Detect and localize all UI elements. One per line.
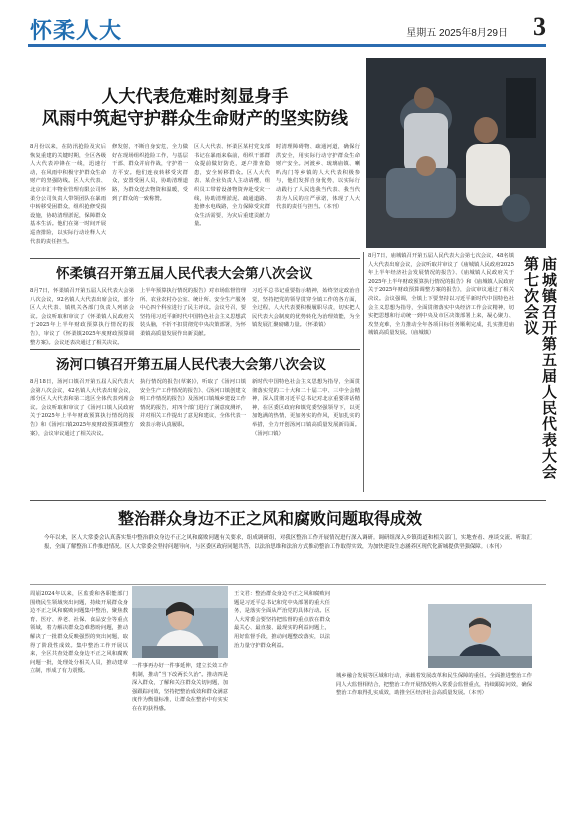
article1-col4: 时清理障碍物、疏通河道，确保行洪安全，用实际行动守护群众生命财产安全。河渡乡、琉璃庙镇、喇叭沟门等乡镇的人大代表积极参与，他们发挥自身优势，以实际行动践行了人民选我当代表、我当代表为人民的庄严承诺，体现了人大代表的责任与担当。（本刊） [276,144,360,211]
divider-article2 [30,349,360,350]
article1-col2: 修发射，不断自身安危，全力做好在现场组织抢险工作，与基层干部、群众并肩作战，守护着一方平安。他们连夜转移受灾群众，安置受困人员，协助清理道路，为群众送去物资和温暖，受到了群众的一致称赞。 [112,144,188,202]
official-portrait-photo [132,586,228,658]
article5-col3: 王文君：整治群众身边不正之风和腐败问题是习近平总书记和党中央部署的重大任务，是落实全面从严治党的具体行动。区人大常委会要坚持把监督的重点放在群众最关心、最直接、最现实的利益问题上，用好监督手段，推动问题整改落实，以法治力量守护群众利益。 [234,591,330,649]
article1-title-line2: 风雨中筑起守护群众生命财产的坚实防线 [42,109,348,129]
page-number: 3 [533,12,546,41]
article1-title-line1: 人大代表危难时刻显身手 [101,87,289,107]
article1-col3: 区人大代表、怀柔区某村党支部书记在暴雨来临前，组织干部群众提前做好防范，逐户排查隐患，安全转移群众。区人大代表、某企业负责人主动请缨，组织员工带着设备物资奔赴受灾一线，协助清理淤泥、疏通道路、抢修水电线路，全力保障受灾群众生活需要，为灾后重建贡献力量。 [194,144,270,228]
divider-article5 [30,500,546,501]
article3-col3: 新时代中国特色社会主义思想为指导，全面贯彻落实党的二十大和二十届二中、三中全会精神，深入贯彻习近平总书记对北京重要讲话精神，在区委区政府和镇党委坚强领导下，以更加饱满的热情，更加务实的作风，更加扎实的举措，全力开创汤河口镇高质量发展新局面。（汤河口镇） [252,379,360,437]
divider-intro [30,584,546,585]
article1-col1: 8月份以来，在防汛抢险及灾后恢复重建的关键时期，全区各级人大代表冲锋在一线，迅速行动，在风雨中积极守护群众生命财产的坚强防线。区人大代表、北京市汇丰物业管理有限公司怀柔分公司负责人带领团队在暴雨中转移受困群众，组织抢修受损设施，协助清理淤泥，保障群众基本生活。他们在第一时间开展巡查排险，以实际行动诠释人大代表的责任担当。 [30,144,106,245]
official-portrait-illustration [132,586,228,658]
article2-headline: 怀柔镇召开第五届人民代表大会第八次会议 [56,266,313,282]
article4-headline: 庙城镇召开第五届人民代表大会第七次会议 [522,256,558,480]
newspaper-name: 怀柔人大 [30,19,123,44]
divider-article1 [30,258,360,259]
article3-headline: 汤河口镇召开第五届人民代表大会第八次会议 [56,357,326,373]
masthead [30,12,546,46]
article3-col1: 8月18日，汤河口镇召开第五届人民代表大会第八次会议，42名镇人大代表出席会议，部分区人大代表和第二选区全体代表列席会议。会议听取和审议了《汤河口镇人民政府关于2025年上半年财政预算执行情况的报告》和《汤河口镇2025年度财政预算调整方案》，会议审议通过了相关决议。 [30,379,134,437]
article5-col1: 周崩2024年以来，区监委和各职能部门围绕民生领域突出问题，持续开展群众身边不正之风和腐败问题集中整治，聚焦教育、医疗、养老、社保、食品安全等重点领域，着力解决群众急难愁盼问题，推动解决了一批群众反映强烈的突出问题，取得了阶段性成效。集中整治工作开展以来，全区共查处群众身边不正之风和腐败问题一批，处理处分相关人员，推动建章立制，形成了有力震慑。 [30,591,128,675]
article5-col2: 一件事再办好一件事延伸，建立长效工作机制，推动“当下改两长久治”。推动四是深入群众，了解和关注群众关切问题，加强跟踪问效，坚持把整治成效和群众满意度作为衡量标准，让群众在整治中有实实在在的获得感。 [132,663,228,712]
article2-col3: 习近平总书记重要指示精神，始终坚定政治自觉，坚持把党的领导贯穿全镇工作的各方面，全过程，人大代表要积极履职尽责，切实把人民代表大会制度的优势转化为治理效能，为全镇发展汇聚磅礴力量。（怀柔镇） [252,288,360,329]
article3-col2: 执行情况的报告(草案)》，听取了《汤河口镇安全生产工作情况的报告》、《汤河口镇创建文明工作情况的报告》及汤河口镇城乡建设工作情况的报告，对四个部门进行了满意度测评，并对相关工作提出了意见和建议，全体代表一致表示将认真履职。 [140,379,246,428]
article4-body: 8月7日，庙城镇召开第五届人民代表大会第七次会议，48名镇人大代表出席会议，会议听取并审议了《庙城镇人民政府2025年上半年经济社会发展情况的报告》、《庙城镇人民政府关于2025年上半年财政预算执行情况的报告》和《庙城镇人民政府关于2025年财政预算调整方案的报告》，会议审议通过了相关决议。会议强调，全镇上下要坚持以习近平新时代中国特色社会主义思想为指导，全面贯彻落实中央经济工作会议精神，切实把思想和行动统一到中央及市区决策部署上来，凝心聚力、攻坚克难，全力推动全年各项目标任务顺利完成，扎实推进庙城镇高质量发展。（庙城镇） [368,253,514,337]
article2-col2: 上半年预算执行情况的报告》对市场监督管理所、农业农村办公室、统计所、安全生产服务中心四个科室进行了民主评议。会议号召，要坚持用习近平新时代中国特色社会主义思想武装头脑，不折不扣贯彻党中央决策部署，为怀柔镇高质量发展作出新贡献。 [140,288,246,337]
article5-intro: 今年以来，区人大常委会认真落实集中整治群众身边不正之风和腐败问题有关要求，组成调研组，对我区整治工作开展情况进行深入调研。调研组深入乡镇街道和相关部门，实地查看、座谈交流、听取汇报，全面了解整治工作推进情况。区人大常委会坚持问题导向，与区委区政府同题共答，以法治思维和法治方式推动整治工作取得实效，为加快建设生态涵养区现代化新城提供坚强保障。（本刊） [44,535,532,550]
article2-col1: 8月7日，怀柔镇召开第五届人民代表大会第八次会议，92名镇人大代表出席会议，部分区人大代表、镇机关各部门负责人列席会议。会议听取和审议了《怀柔镇人民政府关于2025年上半年财政预算执行情况的报告》，审议了《怀柔镇2025年度财政预算调整方案》。会议还表决通过了相关决议。 [30,288,134,345]
masthead-rule [28,44,546,47]
flood-rescue-photo [366,58,546,248]
article5-headline: 整治群众身边不正之风和腐败问题取得成效 [118,509,423,528]
flood-rescue-photo-illustration [366,58,546,248]
column-separator [363,252,364,492]
official-speaker-photo [428,604,532,668]
article5-col4: 城乡融合发展等区域和行动，承载着发展改革和民生保障的重任。全面推进整治工作同人大监督相结合，把整治工作开展情况纳入常委会监督重点，持续跟踪问效，确保整治工作取得扎实成效，助推全区经济社会高质量发展。（本刊） [336,673,532,697]
issue-date: 星期五 2025年8月29日 [406,28,508,39]
official-speaker-illustration [428,604,532,668]
article1-headline [30,86,360,130]
